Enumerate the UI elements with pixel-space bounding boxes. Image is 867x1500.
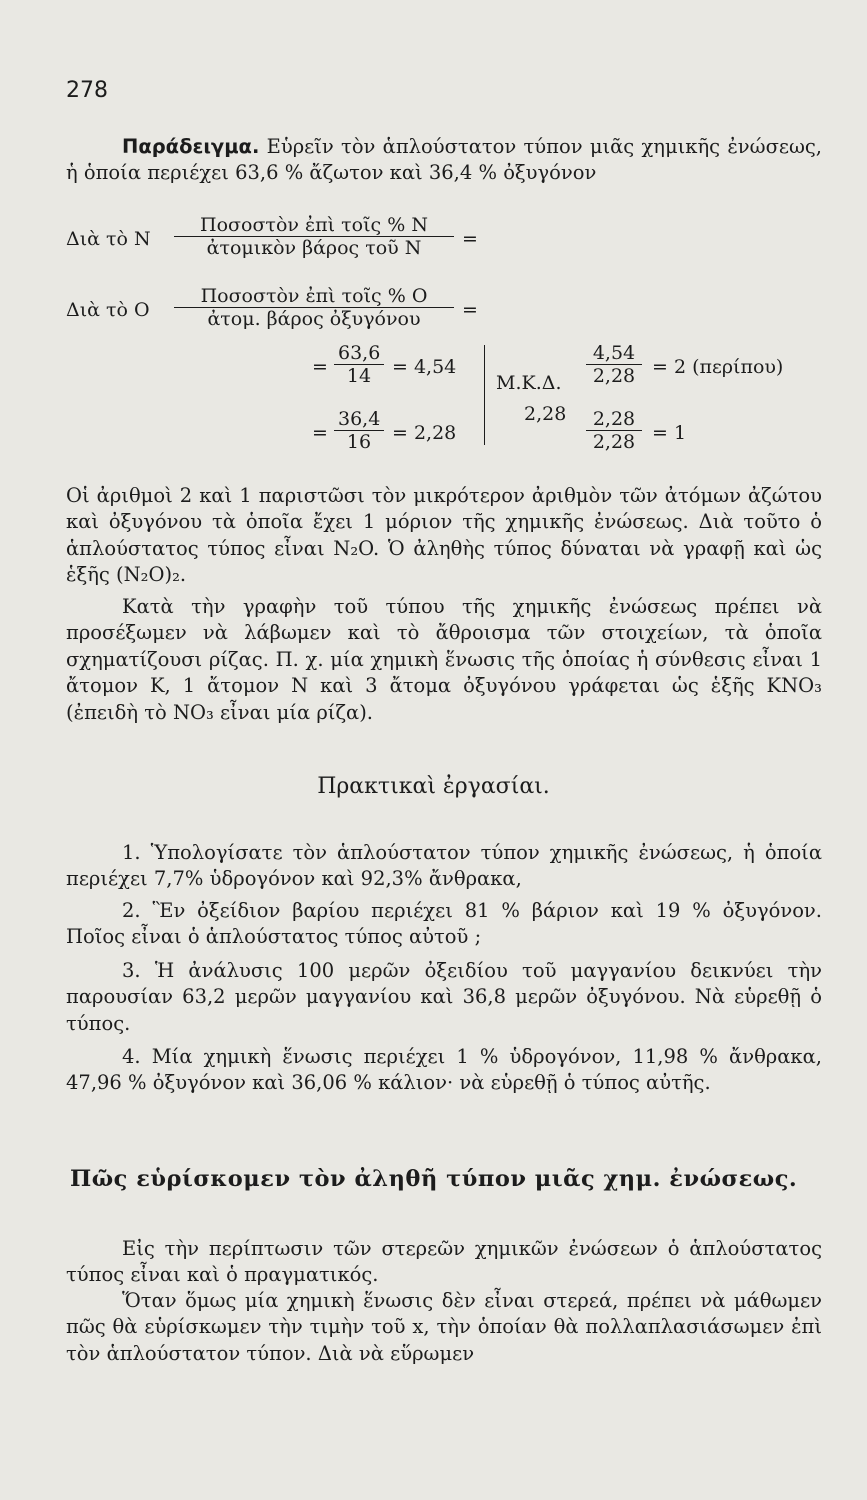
calc-o-denominator: 16: [346, 431, 372, 453]
exercise-item: 1. Ὑπολογίσατε τὸν ἁπλούστατον τύπον χημικῆς ἐνώσεως, ἡ ὁποία περιέχει 7,7% ὑδρογόνον καὶ 92,3% ἄνθρακα,: [66, 841, 822, 891]
formula-o-equals: =: [462, 299, 478, 321]
calc-o-fraction: [334, 408, 384, 453]
closing-paragraph: Εἰς τὴν περίπτωσιν τῶν στερεῶν χημικῶν ἐνώσεων ὁ ἁπλούστατος τύπος εἶναι καὶ ὁ πραγματικός.: [66, 1237, 822, 1287]
formula-n-numerator: Ποσοστὸν ἐπὶ τοῖς % N: [174, 214, 454, 237]
exercise-item: 4. Μία χημικὴ ἕνωσις περιέχει 1 % ὑδρογόνον, 11,98 % ἄνθρακα, 47,96 % ὀξυγόνον καὶ 36,06 % κάλιον· νὰ εὑρεθῇ ὁ τύπος αὐτῆς.: [66, 1045, 822, 1095]
ratio-2-numerator: 2,28: [586, 408, 642, 431]
exercise-item: 3. Ἡ ἀνάλυσις 100 μερῶν ὀξειδίου τοῦ μαγγανίου δεικνύει τὴν παρουσίαν 63,2 μερῶν μαγγανίου καὶ 36,8 μερῶν ὀξυγόνου. Νὰ εὑρεθῇ ὁ τύπος.: [66, 959, 822, 1035]
calc-n-numerator: 63,6: [334, 342, 384, 365]
formula-n-label: Διὰ τὸ N: [66, 228, 151, 250]
calc-o-equals: =: [312, 422, 328, 444]
page-number: 278: [66, 78, 108, 103]
ratio-1-result: = 2 (περίπου): [652, 356, 784, 378]
calc-o-result: = 2,28: [392, 422, 457, 444]
ratio-1-fraction: [586, 342, 642, 387]
calc-n-equals: =: [312, 356, 328, 378]
formula-o-fraction: [174, 285, 454, 330]
ratio-2-fraction: [586, 408, 642, 453]
example-lead: Παράδειγμα.: [122, 135, 260, 158]
calc-o-numerator: 36,4: [334, 408, 384, 431]
formula-o-numerator: Ποσοστὸν ἐπὶ τοῖς % O: [174, 285, 454, 308]
practice-heading: Πρακτικαὶ ἐργασίαι.: [317, 774, 550, 799]
mkd-value: 2,28: [524, 403, 567, 425]
formula-o-label: Διὰ τὸ O: [66, 299, 150, 321]
ratio-2-denominator: 2,28: [592, 431, 636, 453]
ratio-2-result: = 1: [652, 422, 687, 444]
explanation-paragraph: Οἱ ἀριθμοὶ 2 καὶ 1 παριστῶσι τὸν μικρότερον ἀριθμὸν τῶν ἀτόμων ἀζώτου καὶ ὀξυγόνου τὰ ὁποῖα ἔχει 1 μόριον τῆς χημικῆς ἐνώσεως. Διὰ τοῦτο ὁ ἁπλούστατος τύπος εἶναι N₂O. Ὁ ἀληθὴς τύπος δύναται νὰ γραφῇ καὶ ὡς ἑξῆς (N₂O)₂.: [66, 484, 822, 587]
exercise-item: 2. Ἓν ὀξείδιον βαρίου περιέχει 81 % βάριον καὶ 19 % ὀξυγόνον. Ποῖος εἶναι ὁ ἁπλούστατος τύπος αὐτοῦ ;: [66, 899, 822, 949]
section-heading: Πῶς εὑρίσκομεν τὸν ἀληθῆ τύπον μιᾶς χημ. ἐνώσεως.: [70, 1166, 798, 1192]
formula-n-equals: =: [462, 228, 478, 250]
ratio-1-numerator: 4,54: [586, 342, 642, 365]
calc-brace: [484, 345, 485, 445]
calc-n-fraction: [334, 342, 384, 387]
example-paragraph: [66, 134, 822, 187]
ratio-1-denominator: 2,28: [592, 365, 636, 387]
closing-paragraph: Ὅταν ὅμως μία χημικὴ ἕνωσις δὲν εἶναι στερεά, πρέπει νὰ μάθωμεν πῶς θὰ εὑρίσκωμεν τὴν τιμὴν τοῦ x, τὴν ὁποίαν θὰ πολλαπλασιάσωμεν ἐπὶ τὸν ἁπλούστατον τύπον. Διὰ νὰ εὕρωμεν: [66, 1289, 822, 1365]
mkd-label: Μ.Κ.Δ.: [496, 372, 562, 394]
radicals-paragraph: Κατὰ τὴν γραφὴν τοῦ τύπου τῆς χημικῆς ἐνώσεως πρέπει νὰ προσέξωμεν νὰ λάβωμεν καὶ τὸ ἄθροισμα τῶν στοιχείων, τὰ ὁποῖα σχηματίζουσι ρίζας. Π. χ. μία χημικὴ ἕνωσις τῆς ὁποίας ἡ σύνθεσις εἶναι 1 ἄτομον K, 1 ἄτομον N καὶ 3 ἄτομα ὀξυγόνου γράφεται ὡς ἑξῆς KNO₃ (ἐπειδὴ τὸ NO₃ εἶναι μία ρίζα).: [66, 595, 822, 724]
formula-o-denominator: ἀτομ. βάρος ὀξυγόνου: [207, 308, 421, 330]
formula-n-fraction: [174, 214, 454, 259]
formula-n-denominator: ἀτομικὸν βάρος τοῦ N: [206, 237, 422, 259]
calc-n-result: = 4,54: [392, 356, 457, 378]
calc-n-denominator: 14: [346, 365, 372, 387]
example-text: Εὑρεῖν τὸν ἁπλούστατον τύπον μιᾶς χημικῆς ἐνώσεως, ἡ ὁποία περιέχει 63,6 % ἄζωτον καὶ 36,4 % ὀξυγόνον: [66, 135, 822, 185]
